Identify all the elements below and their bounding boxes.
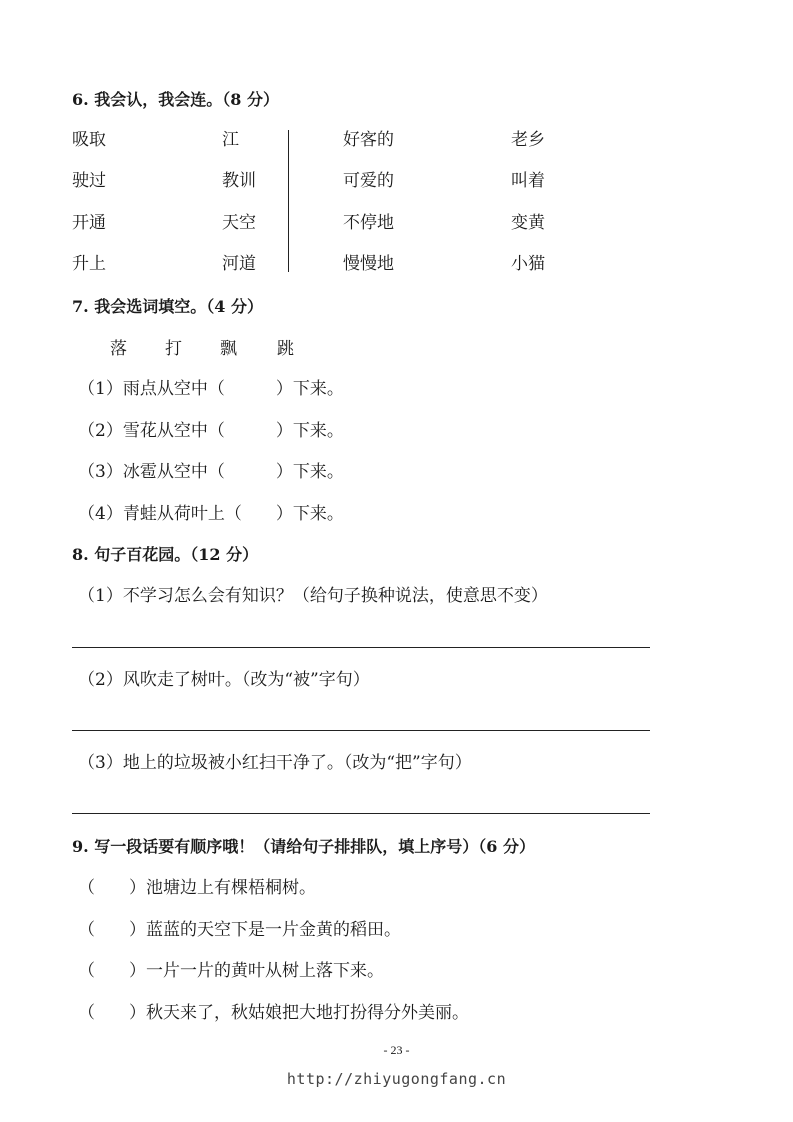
footer-url-link[interactable]: http://zhiyugongfang.cn [286, 1070, 507, 1088]
q8-item: （2）风吹走了树叶。（改为“被”字句） [78, 670, 370, 690]
q9-item: （ ）一片一片的黄叶从树上落下来。 [78, 961, 384, 981]
q6-col3-item: 好客的 [343, 130, 394, 150]
q6-col4-item: 叫着 [511, 171, 545, 191]
q6-col2-item: 河道 [222, 254, 256, 274]
q6-col1-item: 驶过 [72, 171, 106, 191]
q8-item: （1）不学习怎么会有知识？（给句子换种说法，使意思不变） [78, 586, 548, 606]
q8-answer-line[interactable] [72, 647, 650, 648]
q7-item: （3）冰雹从空中（ ）下来。 [78, 462, 344, 482]
q7-word-choice: 飘 [220, 339, 237, 359]
q6-col2-item: 天空 [222, 213, 256, 233]
q6-col1-item: 吸取 [72, 130, 106, 150]
q6-col1-item: 开通 [72, 213, 106, 233]
q9-item: （ ）秋天来了，秋姑娘把大地打扮得分外美丽。 [78, 1003, 469, 1023]
q9-item: （ ）池塘边上有棵梧桐树。 [78, 878, 316, 898]
q7-title: 7. 我会选词填空。（4 分） [72, 297, 263, 316]
q6-col3-item: 慢慢地 [343, 254, 394, 274]
q7-item: （1）雨点从空中（ ）下来。 [78, 379, 344, 399]
q9-item: （ ）蓝蓝的天空下是一片金黄的稻田。 [78, 920, 401, 940]
q7-item: （4）青蛙从荷叶上（ ）下来。 [78, 504, 344, 524]
q6-col4-item: 老乡 [511, 130, 545, 150]
q6-col4-item: 小猫 [511, 254, 545, 274]
q6-title: 6. 我会认，我会连。（8 分） [72, 90, 279, 109]
q7-word-choice: 落 [110, 339, 127, 359]
q6-col2-item: 教训 [222, 171, 256, 191]
q6-col3-item: 不停地 [343, 213, 394, 233]
q7-item: （2）雪花从空中（ ）下来。 [78, 421, 344, 441]
q6-col3-item: 可爱的 [343, 171, 394, 191]
page-number: - 23 - [383, 1043, 410, 1057]
q8-item: （3）地上的垃圾被小红扫干净了。（改为“把”字句） [78, 753, 472, 773]
q9-title: 9. 写一段话要有顺序哦！（请给句子排排队，填上序号）（6 分） [72, 837, 535, 856]
q6-col4-item: 变黄 [511, 213, 545, 233]
q8-answer-line[interactable] [72, 813, 650, 814]
q7-word-choice: 打 [165, 339, 182, 359]
q6-divider [288, 130, 289, 272]
q6-col1-item: 升上 [72, 254, 106, 274]
q7-word-choice: 跳 [277, 339, 294, 359]
q8-answer-line[interactable] [72, 730, 650, 731]
q8-title: 8. 句子百花园。（12 分） [72, 545, 259, 564]
q6-col2-item: 江 [222, 130, 239, 150]
